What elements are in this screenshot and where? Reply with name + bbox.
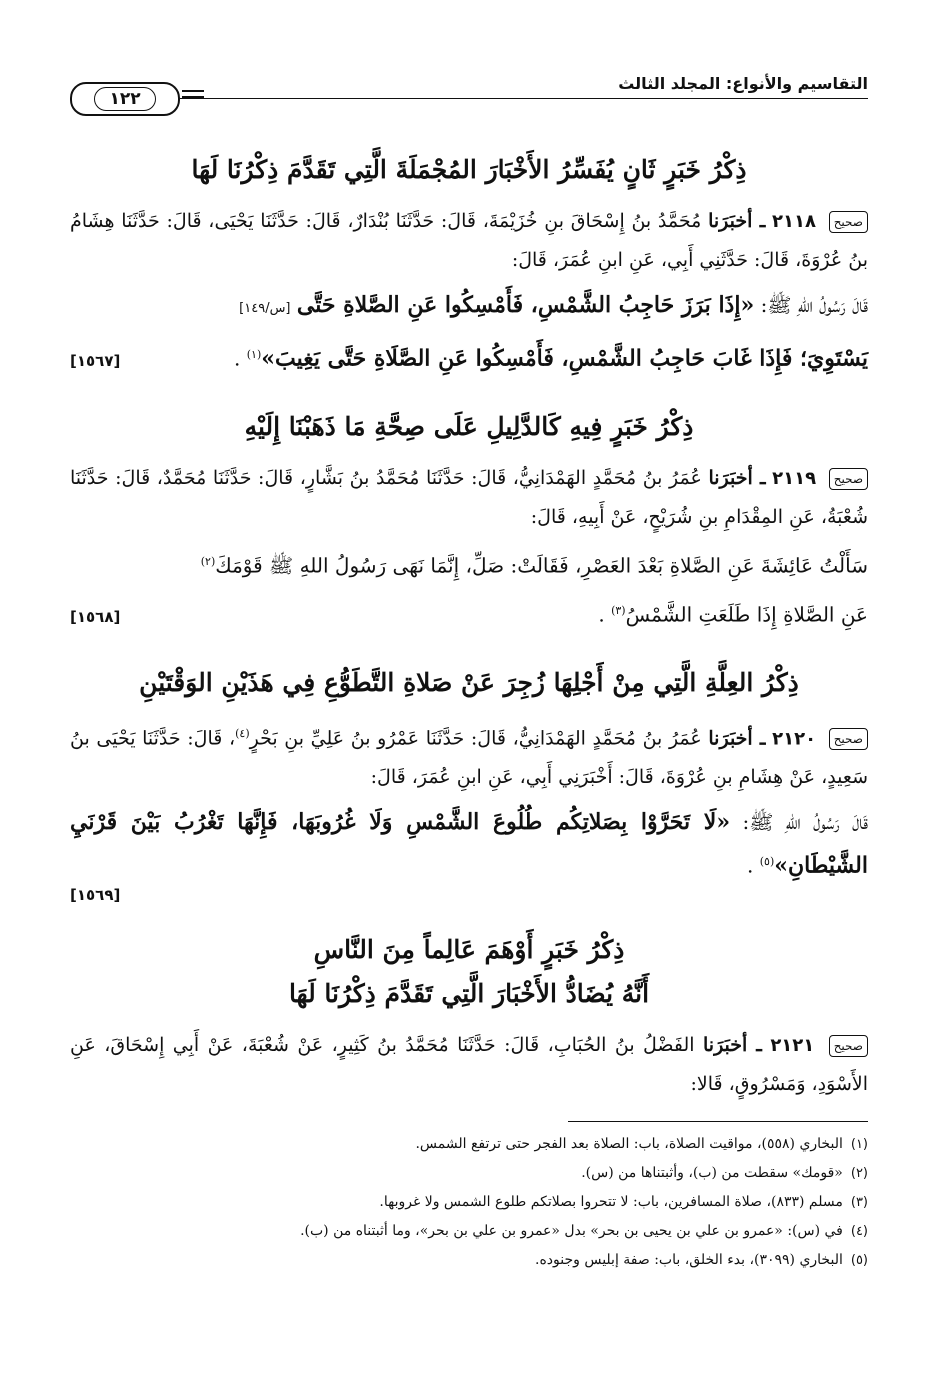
footnote-marker: (٥) — [759, 855, 775, 869]
footnote-marker: (٤) — [235, 726, 250, 740]
isnad-text: عُمَرُ بنُ مُحَمَّدٍ الهَمْدَانِيُّ، قَالَ: حَدَّثَنَا عَمْرُو بنُ عَلِيِّ بنِ بَحْرٍ — [249, 727, 702, 750]
matn-quote: يَسْتَوِيَ؛ فَإِذَا غَابَ حَاجِبُ الشَّمْسِ، فَأَمْسِكُوا عَنِ الصَّلَاةِ حَتَّى يَغِيبَ» — [261, 345, 868, 372]
matn — [70, 542, 868, 586]
akhbarana: ـ أخبَرَنا — [703, 1033, 762, 1056]
footnote-text: البخاري (٣٠٩٩)، بدء الخلق، باب: صفة إبليس وجنوده. — [535, 1251, 843, 1268]
hadith-reference: [١٥٦٧] — [70, 351, 121, 370]
isnad — [70, 1026, 868, 1103]
footnotes — [70, 1130, 868, 1275]
footnote-number: (٤) — [850, 1223, 868, 1239]
isnad-text: عُمَرُ بنُ مُحَمَّدٍ الهَمْدَانِيُّ، قَالَ: حَدَّثَنَا مُحَمَّدُ بنُ بَشَّارٍ، قَالَ: حَدَّثَنَا مُحَمَّدٌ، قَالَ: حَدَّثَنَا شُعْبَةُ، عَنِ المِقْدَامِ بنِ شُرَيْحٍ، عَنْ أَبِيهِ، قَالَ: — [70, 466, 868, 528]
akhbarana: ـ أخبَرَنا — [708, 210, 766, 232]
chapter-heading: ذِكْرُ خَبَرٍ ثَانٍ يُفَسِّرُ الأَخْبَارَ المُجْمَلَةَ الَّتِي تَقَدَّمَ ذِكْرُنَا لَهَا — [191, 155, 747, 184]
footnote — [70, 1217, 868, 1246]
grade-badge: صحيح — [829, 468, 868, 490]
running-header — [70, 60, 868, 118]
footnote — [70, 1130, 868, 1159]
page — [70, 60, 868, 1360]
reference-line — [70, 886, 868, 904]
matn-intro: قَالَ رَسُولُ اللهِ ﷺ: — [760, 293, 868, 317]
isnad — [70, 715, 868, 796]
matn-quote: «لَا تَحَرَّوْا بِصَلاتِكُم طُلُوعَ الشَّمْسِ وَلَا غُرُوبَهَا، فَإِنَّهَا تَغْرُبُ بَيْنَ قَرْنَيِ الشَّيْطَانِ» — [70, 809, 868, 879]
page-number: ١٢٢ — [94, 87, 155, 111]
isnad-text: مُحَمَّدُ بنُ إِسْحَاقَ بنِ خُزَيْمَةَ، قَالَ: حَدَّثَنَا بُنْدَارٌ، قَالَ: حَدَّثَنَا يَحْيَى، قَالَ: حَدَّثَنَا هِشَامُ بنُ عُرْوَةَ، قَالَ: حَدَّثَنِي أَبِي، عَنِ ابنِ عُمَرَ، قَالَ: — [70, 210, 868, 271]
matn-intro: قَالَ رَسُولُ اللهِ ﷺ: — [742, 810, 869, 835]
hadith-number: ٢١٢٠ — [772, 728, 817, 750]
matn-text: عَنِ الصَّلاةِ إِذَا طَلَعَتِ الشَّمْسُ — [625, 602, 868, 627]
grade-badge: صحيح — [829, 211, 868, 233]
footnote-number: (٣) — [850, 1194, 868, 1210]
footnote-number: (١) — [850, 1136, 868, 1152]
akhbarana: ـ أخبَرَنا — [708, 466, 766, 489]
header-rule — [140, 98, 868, 99]
footnote-number: (٥) — [850, 1252, 868, 1268]
footnote-marker: (١) — [246, 348, 262, 361]
matn — [70, 285, 868, 329]
hadith-number: ٢١١٨ — [772, 211, 816, 232]
chapter-heading-continued: أَنَّهُ يُضَادُّ الأَخْبَارَ الَّتِي تَقَدَّمَ ذِكْرُنَا لَهَا — [288, 978, 650, 1008]
hadith-number: ٢١٢١ — [770, 1034, 815, 1056]
footnote — [70, 1188, 868, 1217]
footnote-marker: (٣) — [611, 604, 626, 618]
footnote-text: مسلم (٨٣٣)، صلاة المسافرين، باب: لا تتحروا بصلاتكم طلوع الشمس ولا غروبها. — [379, 1193, 843, 1210]
footnote-text: «قومك» سقطت من (ب)، وأثبتناها من (س). — [581, 1164, 843, 1181]
chapter-heading: ذِكْرُ خَبَرٍ فِيهِ كَالدَّلِيلِ عَلَى صِحَّةِ مَا ذَهَبْنَا إِلَيْهِ — [244, 411, 694, 441]
grade-badge: صحيح — [829, 1035, 868, 1057]
footnote-text: البخاري (٥٥٨)، مواقيت الصلاة، باب: الصلاة بعد الفجر حتى ترتفع الشمس. — [415, 1135, 843, 1152]
footnote-divider — [568, 1121, 868, 1122]
side-reference: [س/١٤٩] — [239, 301, 291, 316]
matn-quote: «إِذَا بَرَزَ حَاجِبُ الشَّمْسِ، فَأَمْسِكُوا عَنِ الصَّلاةِ حَتَّى — [296, 292, 755, 318]
footnote-number: (٢) — [850, 1165, 868, 1181]
akhbarana: ـ أخبَرَنا — [708, 727, 766, 750]
header-title: التقاسيم والأنواع: المجلد الثالث — [618, 74, 868, 93]
matn-text: سَأَلْتُ عَائِشَةَ عَنِ الصَّلاةِ بَعْدَ العَصْرِ، فَقَالَتْ: صَلِّ، إِنَّمَا نَهَى رَسُولُ اللهِ ﷺ قَوْمَكَ — [215, 553, 868, 578]
matn-end-line: عَنِ الصَّلاةِ إِذَا طَلَعَتِ الشَّمْسُ$^{(٣)}$ . [١٥٦٨] — [70, 591, 868, 637]
matn-end-line: يَسْتَوِيَ؛ فَإِذَا غَابَ حَاجِبُ الشَّمْسِ، فَأَمْسِكُوا عَنِ الصَّلَاةِ حَتَّى يَغِيبَ»$^{(١)}$ . [١٥٦٧] — [70, 335, 868, 381]
chapter-heading: ذِكْرُ العِلَّةِ الَّتِي مِنْ أَجْلِهَا زُجِرَ عَنْ صَلاةِ التَّطَوُّعِ فِي هَذَيْنِ الوَقْتَيْنِ — [139, 667, 799, 697]
header-ornament-line — [182, 96, 204, 98]
isnad-text: ، قَالَ: حَدَّثَنَا يَحْيَى بنُ سَعِيدٍ، عَنْ هِشَامِ بنِ عُرْوَةَ، قَالَ: أَخْبَرَنِي أَبِي، عَنِ ابنِ عُمَرَ، قَالَ: — [70, 727, 868, 789]
isnad — [70, 459, 868, 536]
hadith-number: ٢١١٩ — [772, 467, 817, 489]
grade-badge: صحيح — [829, 728, 868, 750]
isnad — [70, 202, 868, 279]
isnad-text: الفَضْلُ بنُ الحُبَابِ، قَالَ: حَدَّثَنَا مُحَمَّدُ بنُ كَثِيرٍ، عَنْ شُعْبَةَ، عَنْ أَبِي إِسْحَاقَ، عَنِ الأَسْوَدِ، وَمَسْرُوقٍ، قَالا: — [70, 1033, 868, 1095]
hadith-reference: [١٥٦٨] — [70, 607, 121, 626]
footnote — [70, 1159, 868, 1188]
matn: قَالَ رَسُولُ اللهِ ﷺ: «لَا تَحَرَّوْا بِصَلاتِكُم طُلُوعَ الشَّمْسِ وَلَا غُرُوبَهَا، فَإِنَّهَا تَغْرُبُ بَيْنَ قَرْنَيِ الشَّيْطَانِ»$^{(٥)}$ . — [70, 809, 869, 879]
footnote-marker: (٢) — [200, 554, 216, 568]
chapter-heading: ذِكْرُ خَبَرٍ أَوْهَمَ عَالِماً مِنَ النَّاسِ — [313, 934, 625, 964]
footnote — [70, 1246, 868, 1275]
page-number-frame — [70, 82, 180, 116]
footnote-text: في (س): «عمرو بن علي بن يحيى بن بحر» بدل «عمرو بن علي بن بحر»، وما أثبتناه من (ب). — [300, 1222, 843, 1239]
hadith-reference: [١٥٦٩] — [70, 885, 121, 904]
header-ornament-line — [182, 90, 204, 92]
